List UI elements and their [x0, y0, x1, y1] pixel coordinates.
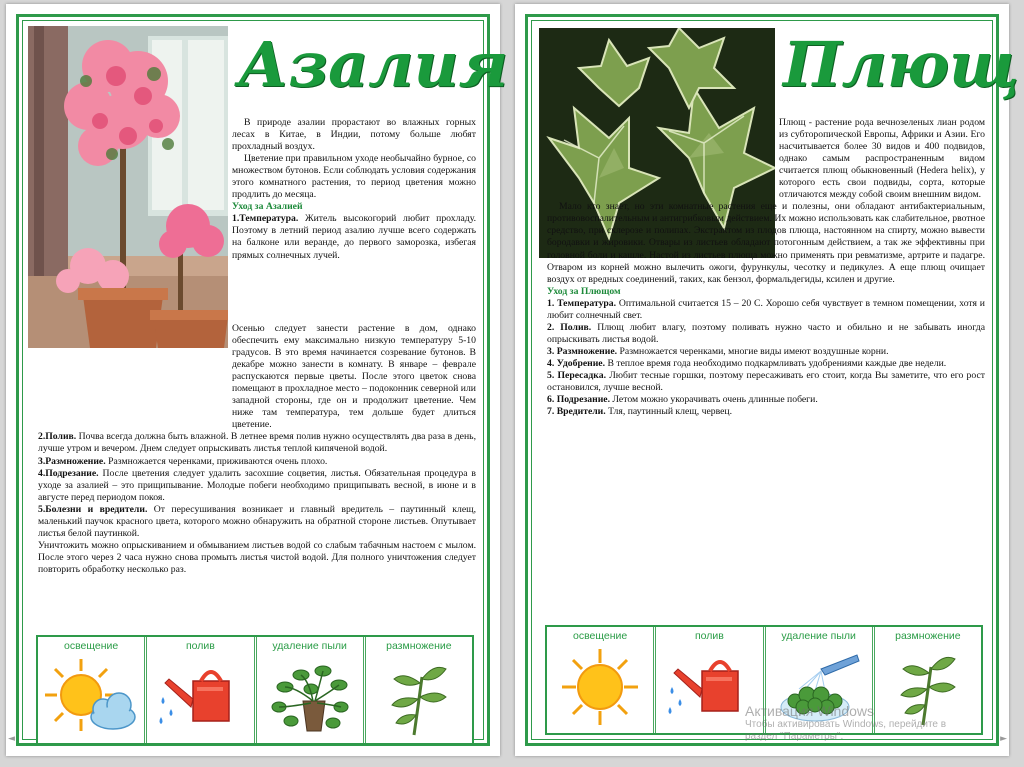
- icon-cell-dusting: [254, 637, 363, 743]
- intro-paragraph: В природе азалии прорастают во влажных горных лесах в Китае, в Индии, потому больше любят прохладный воздух.: [232, 117, 476, 153]
- temperature-label: 1.Температура.: [232, 213, 299, 225]
- next-page-arrow-icon[interactable]: ►: [1000, 734, 1007, 744]
- reproduction-label: 3. Размножение.: [547, 345, 618, 357]
- transplant-item: [547, 370, 985, 394]
- icon-label-watering: полив: [185, 640, 215, 652]
- icon-cell-propagation: [363, 637, 472, 743]
- fertilizer-label: 4. Удобрение.: [547, 357, 606, 369]
- care-heading: Уход за Азалией: [232, 201, 303, 213]
- pests-item: [38, 504, 476, 540]
- watering-can-icon: [157, 657, 243, 735]
- reproduction-item: [38, 456, 476, 468]
- pests-item: [547, 406, 985, 418]
- icon-label-dusting: удаление пыли: [272, 640, 347, 652]
- watering-can-icon: [666, 647, 752, 725]
- pruning-label: 4.Подрезание.: [38, 467, 99, 479]
- azalea-photo: [28, 26, 228, 348]
- temperature-label: 1. Температура.: [547, 297, 617, 309]
- azalea-image-icon: [28, 26, 228, 348]
- right-body: [547, 117, 985, 418]
- pruning-label: 6. Подрезание.: [547, 394, 610, 406]
- pests-treatment: Уничтожить можно опрыскиванием и обмыванием листьев водой со слабым табачным настоем с мылом. После этого через 2 часа нужно снова промыть листья чистой водой. Для полного уничтожения следует повторить обработку несколько раз.: [38, 539, 476, 575]
- icon-label-lighting: освещение: [572, 630, 628, 642]
- reproduction-item: [547, 346, 985, 358]
- watermark-line2: Чтобы активировать Windows, перейдите в: [745, 719, 947, 730]
- icon-label-propagation: размножение: [895, 630, 961, 642]
- temperature-text: Житель высокогорий любит прохладу. Поэтому в летний период азалию лучше всего содержать на балконе или веранде, до первого заморозка, избегая прямых солнечных лучей.: [232, 213, 476, 261]
- temperature-text: Оптимальной считается 15 – 20 С. Хорошо себя чувствует в темном помещении, хотя и любит солнечный свет.: [547, 297, 985, 321]
- watering-label: 2.Полив.: [38, 431, 77, 443]
- transplant-label: 5. Пересадка.: [547, 369, 606, 381]
- pests-label: 5.Болезни и вредители.: [38, 503, 148, 515]
- temperature-item: [232, 213, 476, 261]
- pests-label: 7. Вредители.: [547, 406, 606, 418]
- fertilizer-item: [547, 358, 985, 370]
- watermark-line3: раздел "Параметры".: [745, 731, 844, 742]
- pruning-item: [547, 394, 985, 406]
- sun-cloud-icon: [43, 657, 139, 737]
- page-title: Азалия: [238, 28, 509, 101]
- cutting-sprout-icon: [384, 657, 454, 737]
- watering-item: [547, 322, 985, 346]
- watering-text: Плющ любит влагу, поэтому поливать нужно часто и обильно и не забывать иногда опрыскивать листья водой.: [547, 321, 985, 345]
- icon-label-lighting: освещение: [63, 640, 119, 652]
- autumn-paragraph: Осенью следует занести растение в дом, однако обеспечить ему максимально низкую температуру 5-10 градусов. В это время начинается созревание бутонов. В декабре можно занести в комнату. В январе – феврале распускаются первые цветы. После этого цветок снова помещают в прохладное место – подоконник северной или западной стороны, где он и продолжит цветение. Чем ниже там температура, тем дольше будет длиться цветение.: [232, 323, 476, 431]
- intro-paragraph: Плющ - растение рода вечнозеленых лиан родом из субторопической Европы, Африки и Азии. Его насчитывается более 30 видов и 400 подвидов, однако самым распространенным видом считается плющ обыкновенный (Hedera helix), у которого есть свои подвиды, сорта, которые отличаются между собой своим внешним видом.: [779, 117, 985, 201]
- page-title: Плющ: [783, 28, 1020, 101]
- plant-pot-icon: [265, 657, 355, 737]
- left-page: [6, 4, 509, 756]
- icon-label-propagation: размножение: [386, 640, 452, 652]
- left-body-top: [232, 117, 476, 262]
- reproduction-label: 3.Размножение.: [38, 455, 106, 467]
- pruning-item: [38, 468, 476, 504]
- pests-text: Тля, паутинный клещ, червец.: [605, 406, 733, 418]
- bloom-paragraph: Цветение при правильном уходе необычайно бурное, со множеством бутонов. Если соблюдать условия содержания этого комнатного растения, то период цветения можно продлить до месяца.: [232, 153, 476, 201]
- sun-icon: [560, 647, 640, 727]
- fertilizer-text: В теплое время года необходимо подкармливать удобрениями каждые две недели.: [605, 357, 947, 369]
- icon-label-watering: полив: [694, 630, 724, 642]
- temperature-item: [547, 298, 985, 322]
- left-body-bottom: [38, 323, 476, 576]
- watering-item: [38, 431, 476, 455]
- watering-text: Почва всегда должна быть влажной. В летнее время полив нужно осуществлять два раза в день, лучше утром и вечером. Днем следует опрыскивать листья теплой кипяченой водой.: [38, 431, 476, 455]
- icon-label-dusting: удаление пыли: [781, 630, 856, 642]
- windows-activation-watermark: [745, 703, 946, 743]
- icon-cell-lighting: [38, 637, 144, 743]
- transplant-text: Любит тесные горшки, поэтому пересаживать его стоит, когда Вы заметите, что его рост остановился, лучше весной.: [547, 369, 985, 394]
- icon-cell-watering: [144, 637, 253, 743]
- watermark-title: Активация Windows: [745, 703, 875, 719]
- watering-label: 2. Полив.: [547, 321, 592, 333]
- icon-cell-lighting: [547, 627, 653, 733]
- pests-text: От пересушивания возникает и главный вредитель – паутинный клещ, маленький паучок красного цвета, которого можно обнаружить на обратной стороне листьев. Опутывает листья белой паутинкой.: [38, 503, 477, 539]
- prev-page-arrow-icon[interactable]: ◄: [8, 734, 15, 744]
- right-page: [515, 4, 1020, 756]
- benefits-paragraph: Мало кто знает, но эти комнатные растения еще и полезны, они обладают антибактериальным, противовоспалительным и антигрибковым действием. Их можно использовать как слабительное, рвотное средство, при склерозе и полипах. Экстрактом из плодов плюща, настоянном на спирту, можно вывести бородавки и жировики. Отвары из листьев обладают потогонным действием, а так же эффективны при головной боли и кашле. Настой из листьев плюща можно применять при ревматизме, артрите и падагре. Отваром из корней можно вылечить ожоги, фурункулы, чесотку и педикулез. А еще плющ очищает воздух от вредных соединений, таких, как бензол, формальдегиды, ксилен и другие.: [547, 201, 985, 285]
- pruning-text: После цветения следует удалить засохшие соцветия, листья. Обязательная процедура в уходе за азалией – это прищипывание. Молодые побеги необходимо прищипывать весной, в июне и в августе перед периодом покоя.: [38, 467, 476, 503]
- care-icons-strip: [36, 635, 474, 745]
- pruning-text: Летом можно укорачивать очень длинные побеги.: [610, 394, 818, 406]
- care-heading: Уход за Плющом: [547, 285, 621, 297]
- reproduction-text: Размножается черенками, приживаются очень плохо.: [105, 455, 328, 467]
- reproduction-text: Размножается черенками, многие виды имеют воздушные корни.: [617, 345, 889, 357]
